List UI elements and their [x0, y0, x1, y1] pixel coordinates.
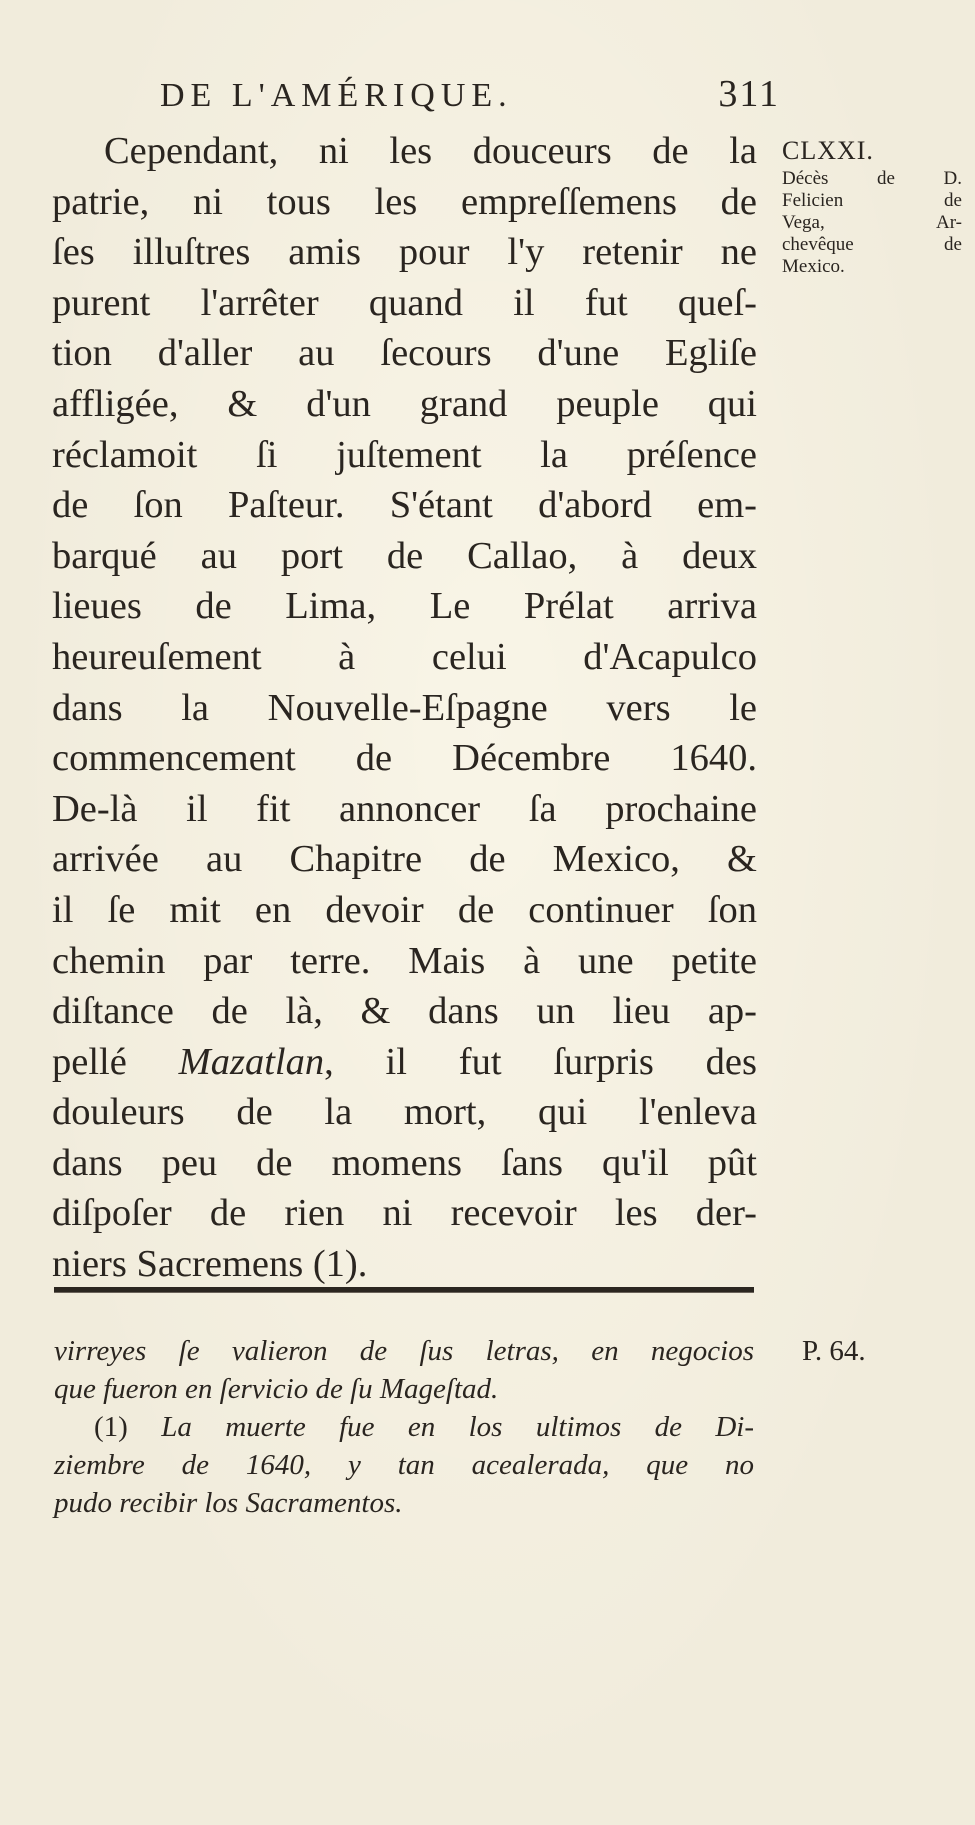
footnote-line: virreyes ſe valieron de ſus letras, en negocios — [54, 1335, 754, 1367]
text-line: douleurs de la mort, qui l'enleva — [52, 1091, 757, 1134]
place-name: Mazatlan — [178, 1040, 325, 1083]
footnote-number: (1) — [94, 1411, 128, 1443]
text-line — [52, 1037, 757, 1088]
text-line: il ſe mit en devoir de continuer ſon — [52, 888, 757, 931]
text-line: de ſon Paſteur. S'étant d'abord em- — [52, 484, 757, 527]
text-line: heureuſement à celui d'Acapulco — [52, 635, 757, 678]
text-line: De-là il fit annoncer ſa prochaine — [52, 787, 757, 830]
text-line: lieues de Lima, Le Prélat arriva — [52, 585, 757, 628]
margin-line: Mexico. — [782, 256, 845, 277]
margin-line: chevêque de — [782, 234, 962, 255]
footnote-line: pudo recibir los Sacramentos. — [54, 1487, 403, 1519]
main-text — [52, 126, 757, 1290]
running-title: DE L'AMÉRIQUE. — [160, 77, 513, 114]
text-line: arrivée au Chapitre de Mexico, & — [52, 838, 757, 881]
text-line: patrie, ni tous les empreſſemens de — [52, 180, 757, 223]
footnote-text: La muerte fue en los ultimos de Di- — [161, 1411, 755, 1443]
text-line: affligée, & d'un grand peuple qui — [52, 382, 757, 425]
footnote-divider — [54, 1287, 754, 1293]
margin-line: Décès de D. — [782, 168, 962, 189]
running-head — [160, 72, 780, 116]
text-line: dans la Nouvelle-Eſpagne vers le — [52, 686, 757, 729]
margin-note — [782, 136, 962, 278]
text-line: diſpoſer de rien ni recevoir les der- — [52, 1192, 757, 1235]
text-line: ſes illuſtres amis pour l'y retenir ne — [52, 231, 757, 274]
text-fragment: , il fut ſurpris des — [324, 1040, 758, 1083]
footnote-reference: P. 64. — [802, 1335, 866, 1367]
text-line: Cependant, ni les douceurs de la — [104, 130, 757, 172]
text-fragment: pellé — [52, 1040, 127, 1083]
margin-line: Vega, Ar- — [782, 212, 962, 233]
page-number: 311 — [718, 73, 780, 115]
margin-line: Felicien de — [782, 190, 962, 211]
text-line: niers Sacremens (1). — [52, 1243, 368, 1286]
footnote-line — [54, 1408, 754, 1446]
footnote-line: que fueron en ſervicio de ſu Mageſtad. — [54, 1373, 499, 1405]
text-line: barqué au port de Callao, à deux — [52, 534, 757, 577]
text-line: chemin par terre. Mais à une petite — [52, 939, 757, 982]
text-line: réclamoit ſi juſtement la préſence — [52, 433, 757, 476]
text-line: tion d'aller au ſecours d'une Egliſe — [52, 332, 757, 375]
text-line: dans peu de momens ſans qu'il pût — [52, 1141, 757, 1184]
section-number: CLXXI. — [782, 136, 874, 165]
text-line: purent l'arrêter quand il fut queſ- — [52, 281, 757, 324]
footnotes — [54, 1332, 754, 1522]
footnote-line: ziembre de 1640, y tan acealerada, que no — [54, 1449, 754, 1481]
text-line: diſtance de là, & dans un lieu ap- — [52, 990, 757, 1033]
text-line: commencement de Décembre 1640. — [52, 737, 757, 780]
